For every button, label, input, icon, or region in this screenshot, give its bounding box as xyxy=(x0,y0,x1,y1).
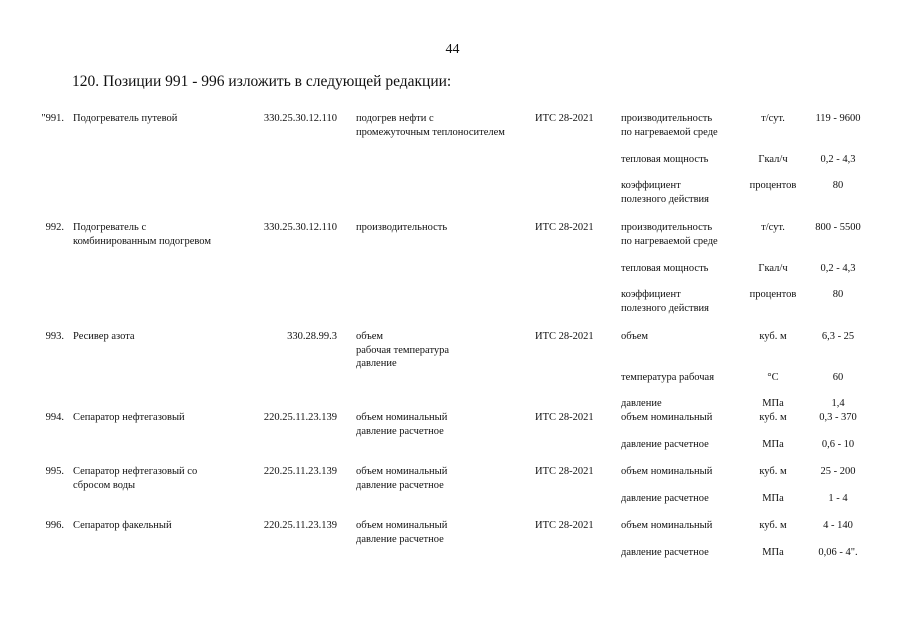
item-name: Сепаратор нефтегазовый со сбросом воды xyxy=(73,466,198,491)
item-description: производительность xyxy=(356,222,448,233)
parameter-value: 0,06 - 4". xyxy=(818,547,858,558)
its-reference: ИТС 28-2021 xyxy=(535,331,594,342)
item-description: объем номинальный давление расчетное xyxy=(356,412,448,437)
parameter-value: 1,4 xyxy=(831,398,845,409)
item-code: 330.25.30.12.110 xyxy=(263,113,337,124)
parameter-name: объем номинальный xyxy=(621,520,713,531)
parameter-name: коэффициент полезного действия xyxy=(621,289,709,314)
parameter-name: объем xyxy=(621,331,649,342)
parameter-unit: МПа xyxy=(762,547,784,558)
parameter-unit: МПа xyxy=(762,493,784,504)
parameter-value: 25 - 200 xyxy=(820,466,856,477)
parameter-unit: °C xyxy=(767,372,779,383)
parameter-unit: куб. м xyxy=(759,331,787,342)
item-code: 220.25.11.23.139 xyxy=(263,466,337,477)
section-heading: 120. Позиции 991 - 996 изложить в следующей редакции: xyxy=(72,73,452,90)
parameter-value: 0,2 - 4,3 xyxy=(820,263,856,274)
parameter-unit: куб. м xyxy=(759,412,787,423)
parameter-unit: т/сут. xyxy=(761,113,785,124)
parameter-name: коэффициент полезного действия xyxy=(621,180,709,205)
parameter-name: тепловая мощность xyxy=(621,154,709,165)
item-description: объем рабочая температура давление xyxy=(356,331,450,369)
parameter-name: температура рабочая xyxy=(621,372,715,383)
item-name: Подогреватель с комбинированным подогревом xyxy=(73,222,211,247)
page-number: 44 xyxy=(445,42,460,57)
row-number: 996. xyxy=(45,520,64,531)
item-description: подогрев нефти с промежуточным теплоносителем xyxy=(356,113,505,138)
parameter-name: объем номинальный xyxy=(621,466,713,477)
its-reference: ИТС 28-2021 xyxy=(535,113,594,124)
parameter-value: 4 - 140 xyxy=(823,520,853,531)
parameter-name: производительность по нагреваемой среде xyxy=(621,222,718,247)
parameter-value: 0,6 - 10 xyxy=(821,439,855,450)
parameter-name: тепловая мощность xyxy=(621,263,709,274)
parameter-unit: МПа xyxy=(762,439,784,450)
row-number: 992. xyxy=(45,222,64,233)
parameter-name: производительность по нагреваемой среде xyxy=(621,113,718,138)
item-description: объем номинальный давление расчетное xyxy=(356,520,448,545)
row-number: 995. xyxy=(45,466,64,477)
item-name: Сепаратор нефтегазовый xyxy=(73,412,185,423)
its-reference: ИТС 28-2021 xyxy=(535,222,594,233)
its-reference: ИТС 28-2021 xyxy=(535,412,594,423)
parameter-name: давление расчетное xyxy=(621,439,709,450)
parameter-name: давление расчетное xyxy=(621,493,709,504)
parameter-value: 1 - 4 xyxy=(828,493,848,504)
parameter-name: объем номинальный xyxy=(621,412,713,423)
item-code: 220.25.11.23.139 xyxy=(263,412,337,423)
parameter-value: 800 - 5500 xyxy=(815,222,861,233)
parameter-unit: процентов xyxy=(749,289,797,300)
parameter-unit: куб. м xyxy=(759,520,787,531)
parameter-value: 0,2 - 4,3 xyxy=(820,154,856,165)
parameter-value: 119 - 9600 xyxy=(815,113,861,124)
parameter-value: 0,3 - 370 xyxy=(819,412,857,423)
item-code: 220.25.11.23.139 xyxy=(263,520,337,531)
parameter-unit: МПа xyxy=(762,398,784,409)
parameter-name: давление xyxy=(621,398,662,409)
item-code: 330.25.30.12.110 xyxy=(263,222,337,233)
parameter-value: 60 xyxy=(832,372,844,383)
item-name: Сепаратор факельный xyxy=(73,520,172,531)
parameter-value: 6,3 - 25 xyxy=(821,331,855,342)
its-reference: ИТС 28-2021 xyxy=(535,520,594,531)
parameter-value: 80 xyxy=(832,289,844,300)
parameter-unit: Гкал/ч xyxy=(758,154,788,165)
parameter-unit: т/сут. xyxy=(761,222,785,233)
row-number: 994. xyxy=(45,412,64,423)
item-name: Ресивер азота xyxy=(73,331,135,342)
row-number: 993. xyxy=(45,331,64,342)
item-description: объем номинальный давление расчетное xyxy=(356,466,448,491)
parameter-name: давление расчетное xyxy=(621,547,709,558)
parameter-unit: процентов xyxy=(749,180,797,191)
row-number: "991. xyxy=(41,113,64,124)
item-name: Подогреватель путевой xyxy=(73,113,178,124)
its-reference: ИТС 28-2021 xyxy=(535,466,594,477)
parameter-unit: Гкал/ч xyxy=(758,263,788,274)
parameter-value: 80 xyxy=(832,180,844,191)
item-code: 330.28.99.3 xyxy=(287,331,337,342)
parameter-unit: куб. м xyxy=(759,466,787,477)
